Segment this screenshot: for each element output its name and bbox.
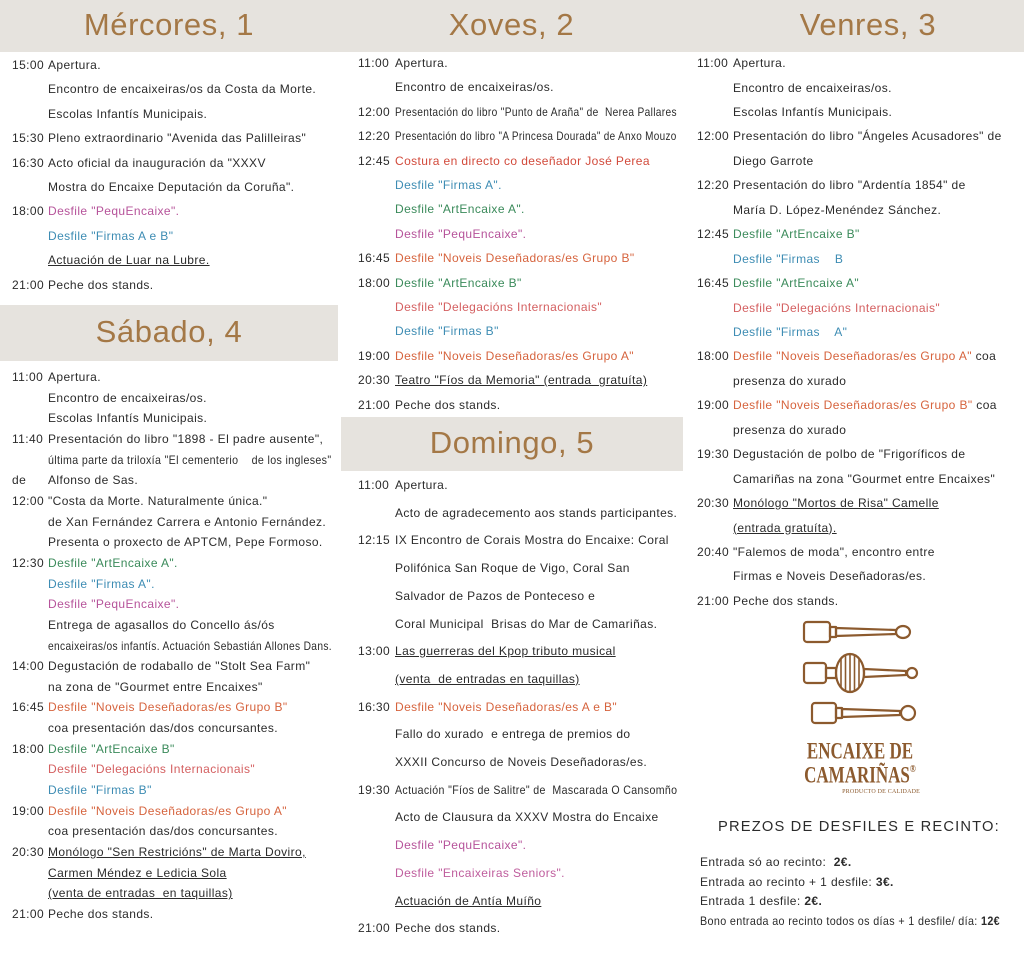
- schedule-row: [0, 555, 340, 571]
- event-text-segment: Presentación do libro "Ardentía 1854" de: [733, 178, 966, 193]
- schedule-row: [683, 300, 1024, 316]
- event-text-segment: última parte da triloxía "El cementerio de los ingleses": [48, 452, 332, 467]
- event-text-segment: Desfile "ArtEncaixe A".: [395, 202, 525, 217]
- event-text-segment: Apertura.: [395, 56, 448, 70]
- schedule-row: [683, 397, 1024, 413]
- event-text-segment: Desfile "Firmas B": [395, 324, 499, 339]
- event-time: 20:30: [358, 373, 391, 388]
- schedule-row: [683, 593, 1024, 609]
- day-title-sabado: Sábado, 4: [95, 314, 243, 349]
- event-description: [395, 505, 677, 521]
- event-text-segment: Mostra do Encaixe Deputación da Coruña".: [48, 180, 295, 194]
- event-description: [733, 80, 892, 96]
- event-text-segment: Escolas Infantís Municipais.: [48, 106, 208, 121]
- schedule-row: [340, 643, 683, 659]
- event-text-segment: Apertura.: [48, 370, 101, 384]
- event-text-segment: coa presentación das/dos concursantes.: [48, 824, 278, 839]
- event-text-segment: Desfile "ArtEncaixe B": [395, 275, 522, 290]
- event-text-segment: Desfile "Firmas B": [48, 783, 152, 797]
- event-description: [395, 782, 677, 798]
- event-time: 12:20: [697, 178, 730, 193]
- schedule-row: [0, 844, 340, 860]
- price-line: [700, 893, 822, 909]
- event-time: 11:40: [12, 431, 44, 446]
- price-line: [700, 874, 894, 890]
- event-text-segment: Entrega de agasallos do Concello ás/ós: [48, 617, 275, 632]
- event-text-segment: Desfile "Noveis Deseñadoras/es Grupo B": [395, 251, 635, 266]
- event-text-segment: Presentación do libro "Punto de Araña" de Nerea Pallares: [395, 104, 677, 119]
- event-description: [48, 369, 101, 385]
- schedule-row: [0, 431, 340, 447]
- event-description: [48, 761, 255, 777]
- logo-text-line2: [798, 764, 922, 788]
- event-description: [733, 520, 837, 536]
- event-description: [48, 431, 323, 447]
- event-time: 12:15: [358, 533, 391, 548]
- event-text-segment: Desfile "ArtEncaixe B": [733, 227, 860, 242]
- event-time: 19:30: [358, 782, 391, 797]
- schedule-row: [340, 588, 683, 604]
- event-description: [395, 616, 657, 632]
- event-description: [48, 390, 207, 406]
- event-text-segment: presenza do xurado: [733, 422, 847, 437]
- schedule-row: [340, 560, 683, 576]
- schedule-row: [683, 446, 1024, 462]
- schedule-row: [0, 885, 340, 901]
- event-text-segment: Desfile "Encaixeiras Seniors".: [395, 865, 565, 880]
- event-time: 21:00: [697, 593, 730, 608]
- schedule-row: [340, 754, 683, 770]
- schedule-row: [683, 251, 1024, 267]
- event-description: [733, 275, 859, 291]
- event-description: [48, 679, 263, 695]
- event-description: [733, 373, 846, 389]
- event-description: [48, 699, 288, 715]
- event-description: [48, 906, 154, 922]
- schedule-row: [340, 505, 683, 521]
- event-text-segment: Desfile "ArtEncaixe A".: [48, 555, 178, 570]
- event-text-segment: Actuación de Luar na Lubre.: [48, 253, 210, 268]
- schedule-row: [0, 452, 340, 468]
- event-text-segment: Monólogo "Sen Restricións" de Marta Doviro,: [48, 845, 306, 859]
- event-text-segment: Desfile "Delegacións Internacionais": [733, 300, 941, 315]
- schedule-row: [0, 534, 340, 550]
- schedule-row: [683, 128, 1024, 144]
- schedule-row: [683, 153, 1024, 169]
- event-description: [395, 837, 526, 853]
- event-text-segment: Desfile "PequEncaixe".: [48, 597, 180, 612]
- event-text-segment: Monólogo "Mortos de Risa" Camelle: [733, 496, 939, 511]
- schedule-row: [683, 373, 1024, 389]
- event-description: [395, 920, 501, 936]
- event-text-segment: María D. López-Menéndez Sánchez.: [733, 202, 942, 217]
- schedule-row: [0, 741, 340, 757]
- event-description: [733, 55, 786, 71]
- schedule-row: [0, 514, 340, 530]
- event-time: 16:30: [12, 155, 45, 170]
- event-text-segment: Desfile "Noveis Deseñadoras/es Grupo A": [733, 349, 972, 364]
- event-time: 21:00: [12, 277, 45, 292]
- event-text-segment: coa: [972, 398, 997, 413]
- event-text-segment: Salvador de Pazos de Ponteceso e: [395, 588, 596, 603]
- schedule-row: [683, 544, 1024, 560]
- event-text-segment: Desfile "Noveis Deseñadoras/es Grupo B": [733, 398, 973, 413]
- event-text-segment: Fallo do xurado e entrega de premios do: [395, 727, 631, 742]
- schedule-row: [0, 410, 340, 426]
- schedule-row: [0, 576, 340, 592]
- price-amount: 2€.: [833, 855, 852, 869]
- schedule-row: [0, 369, 340, 385]
- schedule-row: [340, 893, 683, 909]
- event-text-segment: Desfile "PequEncaixe".: [48, 204, 180, 219]
- event-text-segment: (venta de entradas en taquillas): [48, 886, 233, 901]
- event-time: 18:00: [12, 741, 45, 756]
- event-text-segment: Peche dos stands.: [48, 906, 154, 921]
- schedule-row: [0, 596, 340, 612]
- schedule-domingo: [340, 0, 683, 955]
- event-description: [48, 410, 207, 426]
- encaixe-camarinas-logo: [798, 616, 922, 802]
- event-time: 16:45: [697, 276, 730, 290]
- schedule-row: [0, 617, 340, 633]
- schedule-row: [0, 699, 340, 715]
- event-description: [733, 471, 995, 487]
- schedule-row: [0, 493, 340, 509]
- event-time: 19:00: [12, 803, 45, 818]
- event-time: 13:00: [358, 644, 391, 659]
- event-text-segment: Desfile "ArtEncaixe B": [48, 741, 175, 756]
- event-description: [395, 477, 448, 493]
- schedule-row: [683, 520, 1024, 536]
- event-description: [48, 638, 332, 654]
- event-text-segment: de Xan Fernández Carrera e Antonio Fernández.: [48, 514, 327, 529]
- event-text-segment: Desfile "PequEncaixe".: [395, 226, 527, 241]
- schedule-sabado: [0, 0, 340, 955]
- schedule-row: [0, 782, 340, 798]
- event-text-segment: Desfile "Delegacións Internacionais": [48, 762, 256, 777]
- event-description: [48, 782, 152, 798]
- event-text-segment: Desfile "Noveis Deseñadoras/es Grupo A": [48, 803, 287, 818]
- event-description: [733, 593, 839, 609]
- event-description: [733, 568, 926, 584]
- price-label: Bono entrada ao recinto todos os días + 1 desfile/ día:: [700, 914, 981, 928]
- event-description: [395, 754, 647, 770]
- day-title-mercores: Mércores, 1: [83, 7, 255, 42]
- event-description: [733, 251, 843, 267]
- event-text-segment: Diego Garrote: [733, 153, 814, 168]
- event-text-segment: Costura en directo co deseñador José Perea: [395, 153, 650, 168]
- event-text-segment: Apertura.: [395, 478, 448, 492]
- registered-mark: ®: [909, 762, 916, 775]
- logo-text-name: CAMARIÑAS: [804, 762, 910, 789]
- event-time: 12:00: [12, 493, 45, 508]
- event-description: [733, 324, 847, 340]
- event-description: [733, 153, 814, 169]
- event-time: 16:30: [358, 699, 391, 714]
- event-description: [48, 865, 227, 881]
- schedule-row: [683, 568, 1024, 584]
- event-text-segment: Presentación do libro "A Princesa Dourada" de Anxo Mouzo: [395, 129, 677, 144]
- event-description: [395, 865, 565, 881]
- event-time: 11:00: [358, 478, 390, 492]
- event-description: [733, 422, 846, 438]
- event-description: [48, 803, 287, 819]
- schedule-row: [683, 104, 1024, 120]
- event-time: 21:00: [358, 921, 391, 936]
- schedule-row: [683, 80, 1024, 96]
- event-lead-word: de: [12, 473, 27, 488]
- event-time: 11:00: [12, 370, 44, 384]
- event-description: [48, 452, 331, 468]
- event-time: 15:00: [12, 58, 45, 72]
- event-text-segment: Desfile "Delegacións Internacionais": [395, 300, 603, 314]
- event-text-segment: XXXII Concurso de Noveis Deseñadoras/es.: [395, 755, 648, 769]
- price-amount: 3€.: [875, 875, 894, 889]
- schedule-row: [340, 477, 683, 493]
- event-text-segment: Desfile "Firmas B: [733, 251, 844, 266]
- event-description: [48, 596, 179, 612]
- schedule-row: [340, 616, 683, 632]
- event-time: 20:40: [697, 545, 730, 559]
- event-text-segment: Degustación de rodaballo de "Stolt Sea Farm": [48, 659, 311, 674]
- event-time: 14:00: [12, 659, 45, 674]
- schedule-row: [683, 348, 1024, 364]
- schedule-row: [0, 390, 340, 406]
- schedule-row: [683, 226, 1024, 242]
- event-text-segment: Acto de Clausura da XXXV Mostra do Encaixe: [395, 810, 659, 825]
- event-time: 18:00: [12, 204, 45, 219]
- event-description: [395, 809, 659, 825]
- event-description: [395, 560, 630, 576]
- event-time: 20:30: [12, 845, 45, 859]
- event-text-segment: Presenta o proxecto de APTCM, Pepe Formoso.: [48, 535, 323, 550]
- event-text-segment: Degustación de polbo de "Frigoríficos de: [733, 447, 966, 462]
- event-description: [733, 177, 966, 193]
- price-line: [700, 854, 852, 870]
- event-description: [48, 658, 310, 674]
- day-title-venres: Venres, 3: [799, 7, 937, 42]
- event-text-segment: Desfile "Firmas A".: [48, 576, 155, 591]
- event-description: [733, 226, 860, 242]
- event-text-segment: Desfile "ArtEncaixe A": [733, 276, 860, 290]
- event-text-segment: Las guerreras del Kpop tributo musical: [395, 644, 616, 659]
- schedule-row: [0, 865, 340, 881]
- event-time: 16:45: [358, 251, 391, 266]
- event-text-segment: Encontro de encaixeiras/os.: [395, 80, 554, 95]
- event-text-segment: encaixeiras/os infantís. Actuación Sebastián Allones Dans.: [48, 638, 332, 653]
- event-description: [733, 544, 935, 560]
- event-time: 19:30: [697, 447, 730, 462]
- event-text-segment: Desfile "Firmas A".: [395, 178, 502, 192]
- schedule-row: [340, 671, 683, 687]
- schedule-row: [683, 471, 1024, 487]
- event-text-segment: Peche dos stands.: [395, 397, 501, 412]
- event-time: 18:00: [358, 275, 391, 290]
- event-description: [395, 893, 541, 909]
- event-text-segment: Firmas e Noveis Deseñadoras/es.: [733, 569, 927, 584]
- event-time: 12:00: [697, 129, 730, 144]
- schedule-row: [0, 658, 340, 674]
- event-text-segment: Presentación do libro "1898 - El padre ausente",: [48, 431, 324, 446]
- schedule-row: [0, 720, 340, 736]
- event-description: [48, 617, 275, 633]
- prices-title: PREZOS DE DESFILES E RECINTO:: [718, 818, 1000, 835]
- event-description: [733, 397, 997, 413]
- event-description: [733, 128, 1002, 144]
- logo-text-line1: ENCAIXE DE: [806, 738, 914, 765]
- lace-bobbins-icon: [800, 618, 920, 728]
- event-text-segment: presenza do xurado: [733, 373, 847, 388]
- event-description: [395, 588, 595, 604]
- event-description: [48, 534, 323, 550]
- event-text-segment: Presentación do libro "Ángeles Acusadores" de: [733, 129, 1002, 144]
- event-description: [733, 104, 892, 120]
- price-line: [700, 913, 1000, 929]
- event-description: [48, 823, 278, 839]
- logo-tagline: PRODUCTO DE CALIDADE: [842, 789, 920, 795]
- price-amount: 12€: [980, 914, 1001, 928]
- event-time: 11:00: [697, 56, 729, 70]
- event-description: [395, 671, 580, 687]
- schedule-row: [683, 275, 1024, 291]
- schedule-row: [683, 495, 1024, 511]
- event-description: [48, 472, 138, 488]
- schedule-row: [0, 638, 340, 654]
- event-text-segment: Encontro de encaixeiras/os da Costa da Morte.: [48, 82, 317, 97]
- event-text-segment: Teatro "Fíos da Memoria" (entrada gratuíta): [395, 373, 648, 388]
- event-text-segment: Acto de agradecemento aos stands participantes.: [395, 505, 678, 520]
- event-text-segment: Peche dos stands.: [48, 277, 154, 292]
- price-label: Entrada 1 desfile:: [700, 894, 805, 908]
- event-text-segment: Encontro de encaixeiras/os.: [48, 390, 207, 405]
- event-time: 12:45: [358, 153, 391, 168]
- event-description: [733, 202, 941, 218]
- event-text-segment: Encontro de encaixeiras/os.: [733, 80, 892, 95]
- schedule-row: [683, 202, 1024, 218]
- schedule-venres: [683, 0, 1024, 955]
- event-time: 15:30: [12, 131, 45, 146]
- event-text-segment: Apertura.: [48, 58, 101, 72]
- schedule-row: [683, 324, 1024, 340]
- day-title-xoves: Xoves, 2: [448, 7, 575, 42]
- price-label: Entrada só ao recinto:: [700, 855, 834, 869]
- schedule-row: [340, 532, 683, 548]
- event-text-segment: (venta de entradas en taquillas): [395, 671, 580, 686]
- event-text-segment: Pleno extraordinario "Avenida das Palilleiras": [48, 131, 307, 146]
- event-text-segment: Desfile "PequEncaixe".: [395, 838, 527, 853]
- event-text-segment: Desfile "Firmas A e B": [48, 228, 174, 243]
- event-time: 20:30: [697, 496, 730, 511]
- schedule-row: [0, 906, 340, 922]
- event-description: [48, 514, 326, 530]
- event-description: [733, 348, 996, 364]
- event-text-segment: Escolas Infantís Municipais.: [733, 104, 893, 119]
- schedule-row: [340, 920, 683, 936]
- event-description: [395, 726, 630, 742]
- schedule-row: [340, 837, 683, 853]
- price-amount: 2€.: [804, 894, 823, 908]
- event-text-segment: Carmen Méndez e Ledicia Sola: [48, 865, 227, 880]
- event-text-segment: coa: [971, 349, 997, 364]
- event-description: [48, 720, 278, 736]
- event-time: 18:00: [697, 349, 730, 364]
- day-title-domingo: Domingo, 5: [429, 425, 595, 460]
- event-time: 16:45: [12, 700, 45, 715]
- event-text-segment: Actuación de Antía Muíño: [395, 893, 542, 908]
- schedule-row: [683, 55, 1024, 71]
- event-description: [48, 576, 155, 592]
- schedule-row: [340, 699, 683, 715]
- event-text-segment: Acto oficial da inauguración da "XXXV: [48, 155, 266, 170]
- event-text-segment: Apertura.: [733, 56, 786, 70]
- event-time: 12:30: [12, 555, 45, 570]
- schedule-row: [0, 679, 340, 695]
- event-description: [733, 495, 939, 511]
- event-time: 12:00: [358, 104, 391, 119]
- event-text-segment: "Falemos de moda", encontro entre: [733, 545, 935, 559]
- event-time: 19:00: [358, 348, 391, 363]
- event-text-segment: Peche dos stands.: [733, 593, 839, 608]
- event-time: 19:00: [697, 398, 730, 413]
- event-text-segment: Coral Municipal Brisas do Mar de Camariñas.: [395, 616, 658, 631]
- event-time: 21:00: [12, 906, 45, 921]
- event-text-segment: Actuación "Fíos de Salitre" de Mascarada O Cansomño: [395, 782, 678, 797]
- schedule-row: [340, 782, 683, 798]
- schedule-row: [0, 823, 340, 839]
- event-description: [48, 555, 178, 571]
- event-text-segment: Desfile "Noveis Deseñadoras/es A e B": [395, 699, 618, 714]
- event-text-segment: Polifónica San Roque de Vigo, Coral San: [395, 561, 630, 576]
- schedule-row: [683, 177, 1024, 193]
- event-description: [48, 741, 175, 757]
- event-text-segment: "Costa da Morte. Naturalmente única.": [48, 493, 268, 508]
- event-description: [395, 699, 617, 715]
- event-description: [48, 844, 306, 860]
- event-description: [48, 885, 233, 901]
- schedule-row: [683, 422, 1024, 438]
- event-text-segment: coa presentación das/dos concursantes.: [48, 721, 278, 735]
- event-text-segment: (entrada gratuíta).: [733, 520, 837, 535]
- schedule-row: [0, 761, 340, 777]
- event-text-segment: Desfile "Firmas A": [733, 324, 848, 339]
- event-time: 12:20: [358, 129, 391, 144]
- schedule-row: [340, 726, 683, 742]
- price-label: Entrada ao recinto + 1 desfile:: [700, 875, 876, 889]
- schedule-row: [340, 809, 683, 825]
- event-description: [395, 643, 616, 659]
- event-text-segment: Desfile "Noveis Deseñadoras/es Grupo B": [48, 700, 288, 715]
- event-time: 11:00: [358, 56, 390, 70]
- event-text-segment: Peche dos stands.: [395, 921, 501, 936]
- event-text-segment: Desfile "Noveis Deseñadoras/es Grupo A": [395, 348, 634, 363]
- event-text-segment: IX Encontro de Corais Mostra do Encaixe: Coral: [395, 533, 669, 548]
- event-time: 21:00: [358, 397, 391, 412]
- schedule-row: [0, 803, 340, 819]
- event-description: [395, 532, 669, 548]
- event-text-segment: na zona de "Gourmet entre Encaixes": [48, 679, 263, 694]
- event-description: [733, 446, 965, 462]
- event-description: [733, 300, 940, 316]
- event-text-segment: Alfonso de Sas.: [48, 473, 139, 488]
- schedule-row: [0, 472, 340, 488]
- schedule-row: [340, 865, 683, 881]
- event-text-segment: Camariñas na zona "Gourmet entre Encaixes": [733, 471, 996, 486]
- event-description: [48, 493, 267, 509]
- event-text-segment: Escolas Infantís Municipais.: [48, 411, 208, 426]
- event-time: 12:45: [697, 227, 730, 242]
